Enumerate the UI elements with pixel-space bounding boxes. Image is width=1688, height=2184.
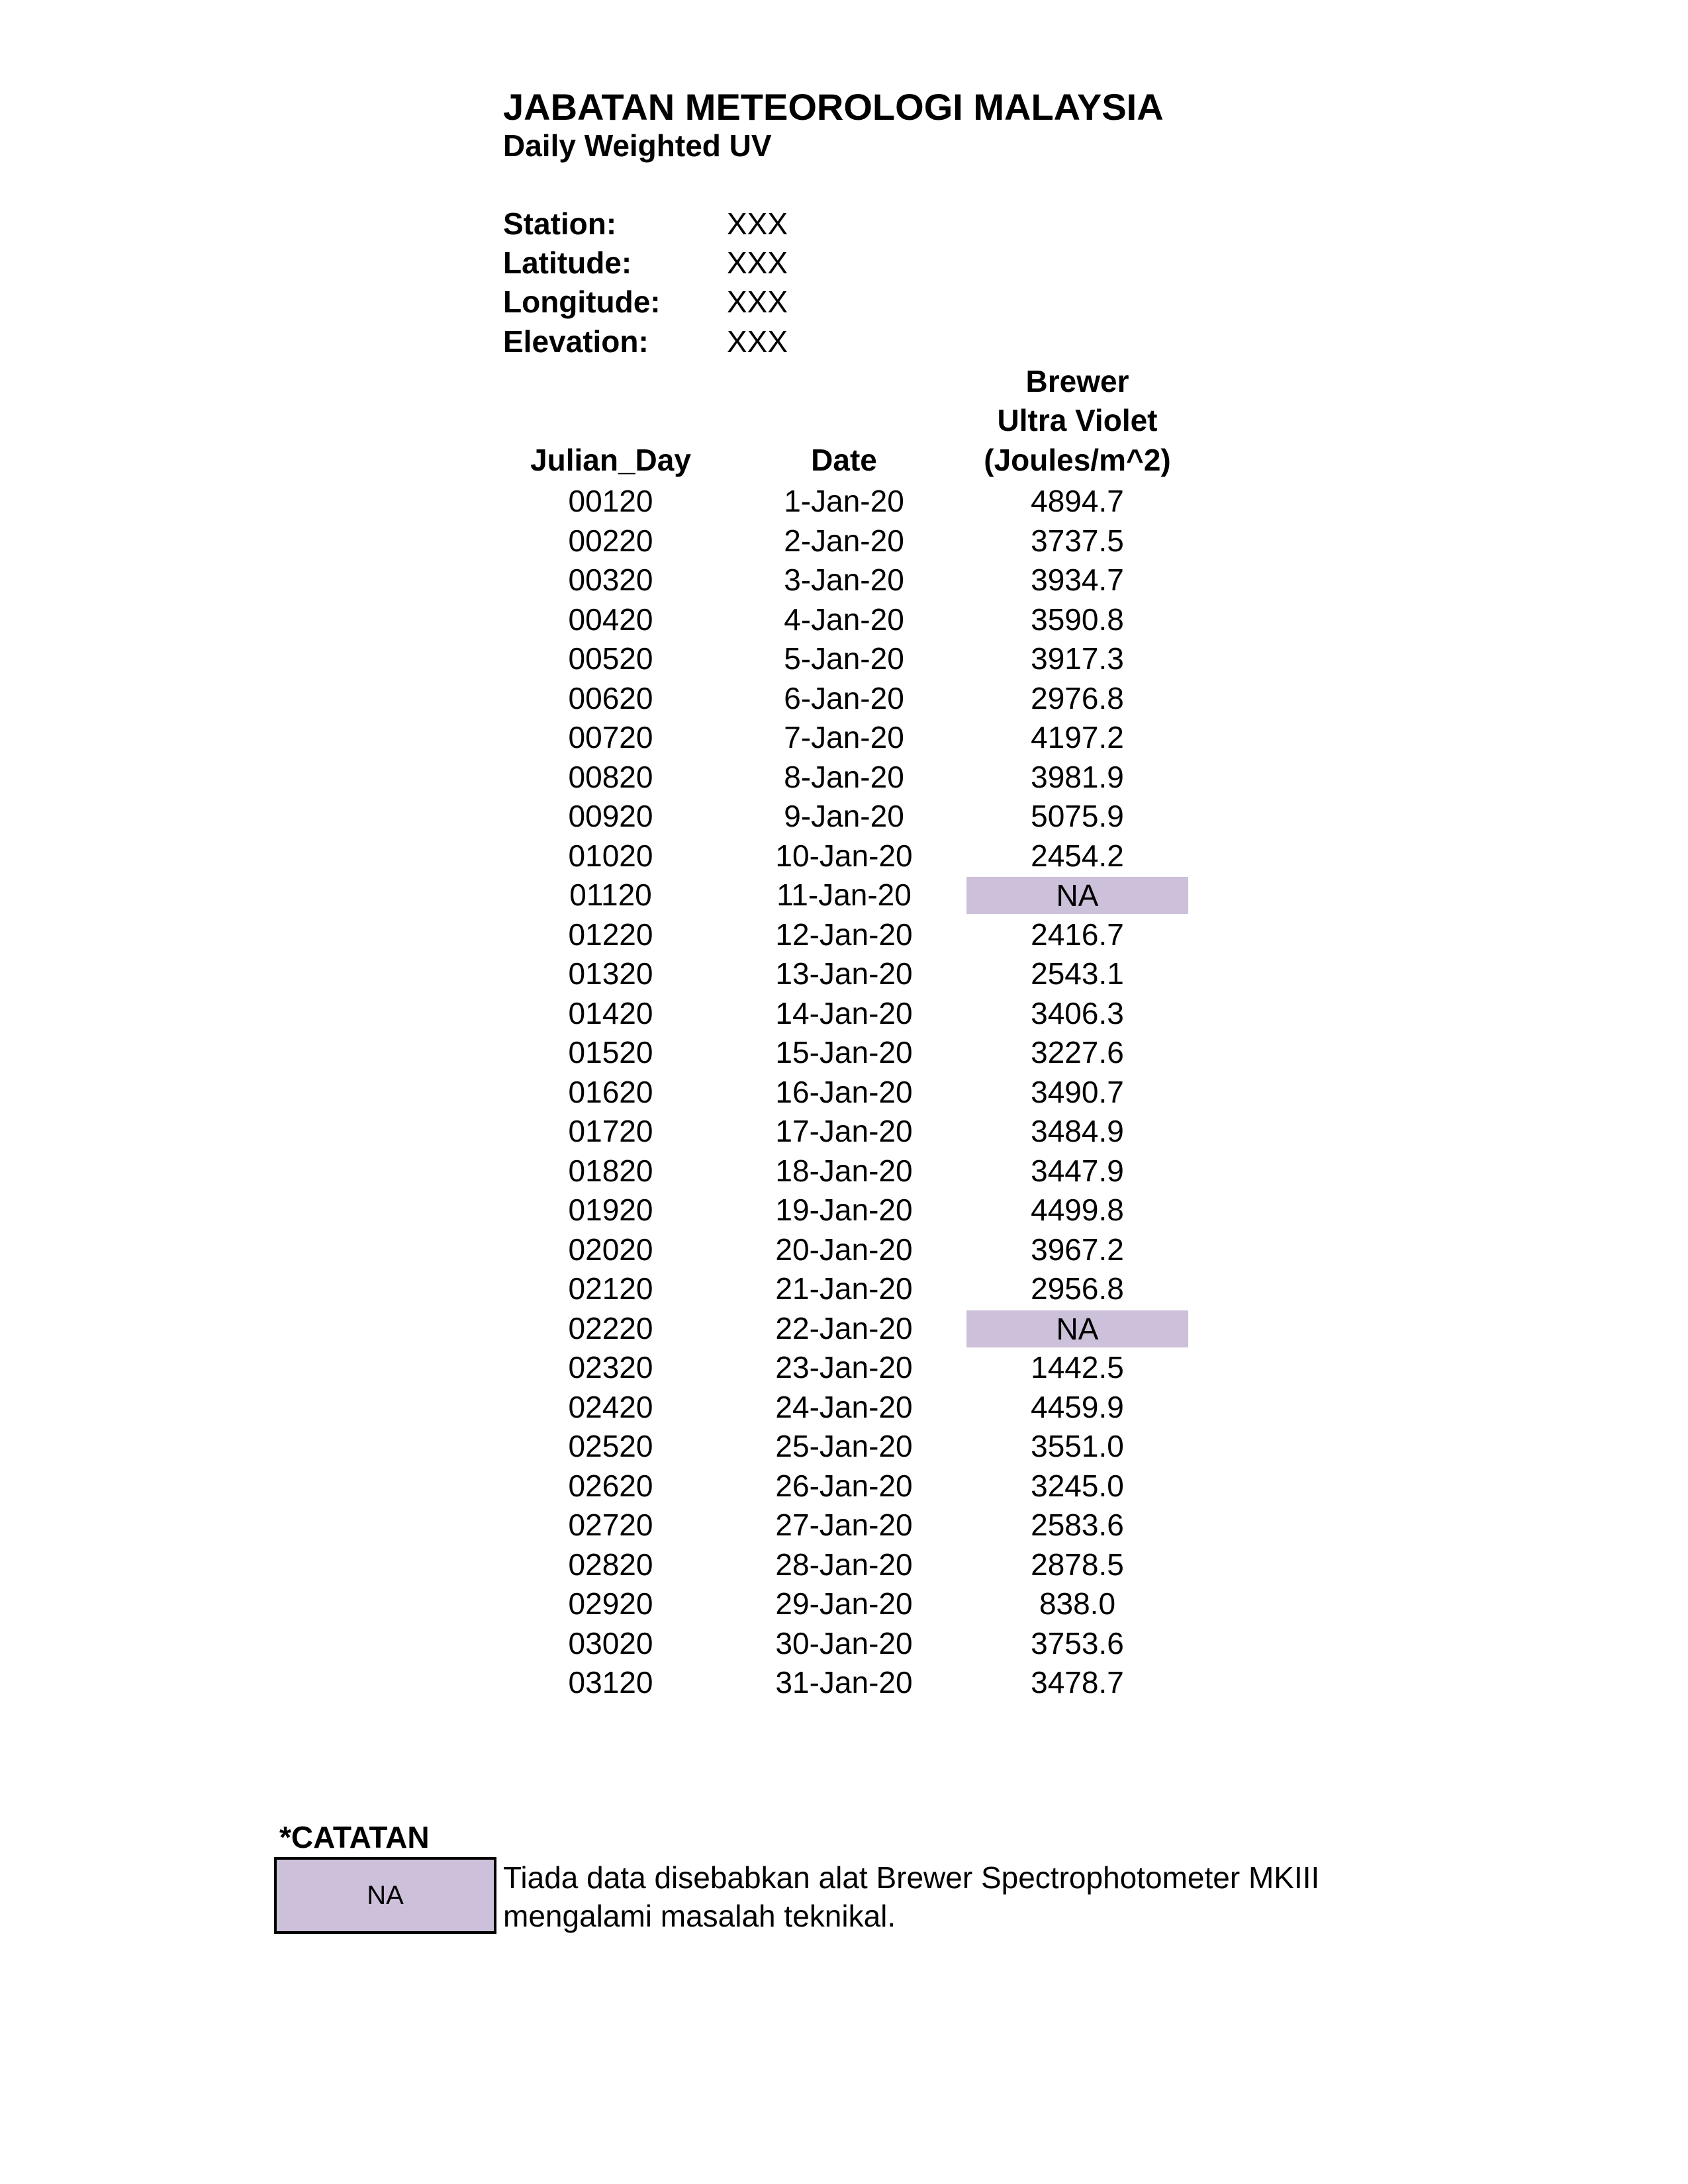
table-row [503, 1663, 1192, 1703]
julian-day-cell: 02220 [568, 1310, 653, 1345]
elevation-value: XXX [727, 324, 788, 359]
julian-day-cell: 02820 [568, 1547, 653, 1582]
julian-day-cell: 02920 [568, 1586, 653, 1621]
uv-header-line1: Brewer [1025, 364, 1129, 398]
julian-day-cell: 00320 [568, 563, 653, 597]
uv-value-cell: 3484.9 [1031, 1114, 1124, 1148]
julian-day-cell: 00120 [568, 484, 653, 518]
table-row [503, 1073, 1192, 1113]
table-row [503, 1033, 1192, 1073]
table-row [503, 1584, 1192, 1624]
julian-day-cell: 00720 [568, 720, 653, 754]
uv-value-cell: 2583.6 [1031, 1508, 1124, 1542]
uv-value-cell: 3490.7 [1031, 1074, 1124, 1109]
table-row [503, 1388, 1192, 1428]
date-cell: 27-Jan-20 [775, 1508, 913, 1542]
table-row [503, 679, 1192, 719]
date-cell: 20-Jan-20 [775, 1232, 913, 1267]
uv-value-cell: 3981.9 [1031, 759, 1124, 794]
uv-header-line3: (Joules/m^2) [984, 443, 1171, 477]
date-cell: 13-Jan-20 [775, 956, 913, 991]
table-row [503, 1112, 1192, 1152]
julian-day-cell: 02420 [568, 1389, 653, 1424]
date-cell: 14-Jan-20 [775, 995, 913, 1030]
page-title: JABATAN METEOROLOGI MALAYSIA [503, 86, 1164, 128]
julian-day-cell: 01820 [568, 1153, 653, 1188]
date-cell: 15-Jan-20 [775, 1035, 913, 1069]
longitude-value: XXX [727, 285, 788, 319]
uv-value-cell: 838.0 [1039, 1586, 1116, 1621]
date-cell: 26-Jan-20 [775, 1468, 913, 1503]
date-cell: 16-Jan-20 [775, 1074, 913, 1109]
table-row [503, 1152, 1192, 1191]
uv-value-cell: 3917.3 [1031, 641, 1124, 676]
uv-header-line2: Ultra Violet [997, 403, 1158, 437]
date-cell: 21-Jan-20 [775, 1271, 913, 1306]
date-cell: 2-Jan-20 [784, 523, 904, 558]
table-row [503, 1191, 1192, 1230]
uv-value-cell: 3753.6 [1031, 1625, 1124, 1661]
table-row [503, 1427, 1192, 1467]
latitude-value: XXX [727, 246, 788, 280]
table-row [503, 482, 1192, 522]
julian-day-cell: 02120 [568, 1271, 653, 1306]
date-cell: 8-Jan-20 [784, 759, 904, 794]
uv-value-cell: 3478.7 [1031, 1665, 1124, 1700]
station-value: XXX [727, 206, 788, 241]
table-row [503, 1230, 1192, 1270]
date-cell: 17-Jan-20 [775, 1114, 913, 1148]
table-row [503, 1624, 1192, 1664]
date-cell: 5-Jan-20 [784, 641, 904, 676]
date-cell: 19-Jan-20 [775, 1193, 913, 1227]
date-cell: 29-Jan-20 [775, 1586, 913, 1621]
date-cell: 4-Jan-20 [784, 602, 904, 637]
uv-na-cell: NA [966, 1310, 1188, 1347]
table-row [503, 837, 1192, 876]
table-row [503, 1309, 1192, 1349]
table-row [503, 994, 1192, 1034]
date-cell: 23-Jan-20 [775, 1350, 913, 1385]
julian-day-cell: 01620 [568, 1074, 653, 1109]
julian-day-cell: 01720 [568, 1114, 653, 1148]
uv-value-cell: 3934.7 [1031, 563, 1124, 597]
elevation-label: Elevation: [503, 324, 649, 359]
table-row [503, 758, 1192, 797]
julian-day-cell: 02520 [568, 1429, 653, 1463]
date-cell: 12-Jan-20 [775, 917, 913, 952]
uv-value-cell: 3590.8 [1031, 602, 1124, 637]
uv-na-cell: NA [966, 877, 1188, 914]
na-legend-box [274, 1857, 496, 1934]
table-row [503, 876, 1192, 915]
date-cell: 10-Jan-20 [775, 838, 913, 873]
table-row [503, 718, 1192, 758]
uv-value-cell: 3227.6 [1031, 1035, 1124, 1069]
date-header: Date [811, 443, 877, 477]
julian-day-cell: 01320 [568, 956, 653, 991]
uv-value-cell: 3551.0 [1031, 1429, 1124, 1463]
latitude-label: Latitude: [503, 246, 632, 280]
uv-value-cell: 4894.7 [1031, 484, 1124, 518]
uv-value-cell: 1442.5 [1031, 1350, 1124, 1385]
uv-value-cell: 3245.0 [1031, 1468, 1124, 1503]
table-row [503, 1467, 1192, 1506]
uv-data-table [503, 482, 1192, 1703]
uv-value-cell: 5075.9 [1031, 799, 1124, 833]
uv-value-cell: 2956.8 [1031, 1271, 1124, 1306]
table-row [503, 1269, 1192, 1309]
note-title: *CATATAN [279, 1820, 430, 1854]
julian-day-cell: 00820 [568, 759, 653, 794]
date-cell: 18-Jan-20 [775, 1153, 913, 1188]
julian-day-cell: 01520 [568, 1035, 653, 1069]
julian-day-cell: 02620 [568, 1468, 653, 1503]
date-cell: 7-Jan-20 [784, 720, 904, 754]
julian-day-cell: 01420 [568, 995, 653, 1030]
uv-value-cell: 3737.5 [1031, 523, 1124, 558]
table-row [503, 1545, 1192, 1585]
date-cell: 1-Jan-20 [784, 484, 904, 518]
date-cell: 9-Jan-20 [784, 799, 904, 833]
table-row [503, 954, 1192, 994]
julian-day-cell: 00620 [568, 680, 653, 715]
date-cell: 3-Jan-20 [784, 563, 904, 597]
julian-day-cell: 02020 [568, 1232, 653, 1267]
julian-day-cell: 01220 [568, 917, 653, 952]
julian-day-cell: 00420 [568, 602, 653, 637]
date-cell: 25-Jan-20 [775, 1429, 913, 1463]
uv-value-cell: 3447.9 [1031, 1153, 1124, 1188]
julian-day-cell: 01120 [569, 878, 652, 912]
page-subtitle: Daily Weighted UV [503, 128, 772, 163]
julian-day-cell: 00220 [568, 523, 653, 558]
uv-value-cell: 2976.8 [1031, 680, 1124, 715]
uv-value-cell: 4197.2 [1031, 720, 1124, 754]
date-cell: 24-Jan-20 [775, 1389, 913, 1424]
date-cell: 11-Jan-20 [776, 878, 912, 912]
uv-value-cell: 4459.9 [1031, 1389, 1124, 1424]
station-label: Station: [503, 206, 617, 241]
uv-value-cell: 4499.8 [1031, 1193, 1124, 1227]
table-row [503, 522, 1192, 561]
date-cell: 30-Jan-20 [775, 1625, 913, 1661]
na-legend-label: NA [367, 1880, 404, 1910]
note-text: Tiada data disebabkan alat Brewer Spectrophotometer MKIII mengalami masalah teknikal. [503, 1860, 1320, 1933]
julian-day-cell: 02720 [568, 1508, 653, 1542]
date-cell: 6-Jan-20 [784, 680, 904, 715]
longitude-label: Longitude: [503, 285, 661, 319]
uv-value-cell: 2543.1 [1031, 956, 1124, 991]
uv-value-cell: 2878.5 [1031, 1547, 1124, 1582]
uv-value-cell: 3406.3 [1031, 995, 1124, 1030]
date-cell: 28-Jan-20 [775, 1547, 913, 1582]
table-row [503, 639, 1192, 679]
julian-day-cell: 03120 [568, 1665, 653, 1700]
uv-value-cell: 2454.2 [1031, 838, 1124, 873]
table-row [503, 600, 1192, 640]
julian-day-cell: 01920 [568, 1193, 653, 1227]
table-row [503, 915, 1192, 955]
uv-value-cell: 3967.2 [1031, 1232, 1124, 1267]
date-cell: 31-Jan-20 [775, 1665, 913, 1700]
julian-day-cell: 01020 [568, 838, 653, 873]
julian-day-cell: 03020 [568, 1625, 653, 1661]
julian-day-cell: 00920 [568, 799, 653, 833]
date-cell: 22-Jan-20 [775, 1310, 913, 1345]
table-row [503, 561, 1192, 600]
julian-day-cell: 00520 [568, 641, 653, 676]
table-row [503, 1506, 1192, 1545]
table-row [503, 1348, 1192, 1388]
julian-day-cell: 02320 [568, 1350, 653, 1385]
uv-value-cell: 2416.7 [1031, 917, 1124, 952]
julian-day-header: Julian_Day [530, 443, 691, 477]
table-row [503, 797, 1192, 837]
